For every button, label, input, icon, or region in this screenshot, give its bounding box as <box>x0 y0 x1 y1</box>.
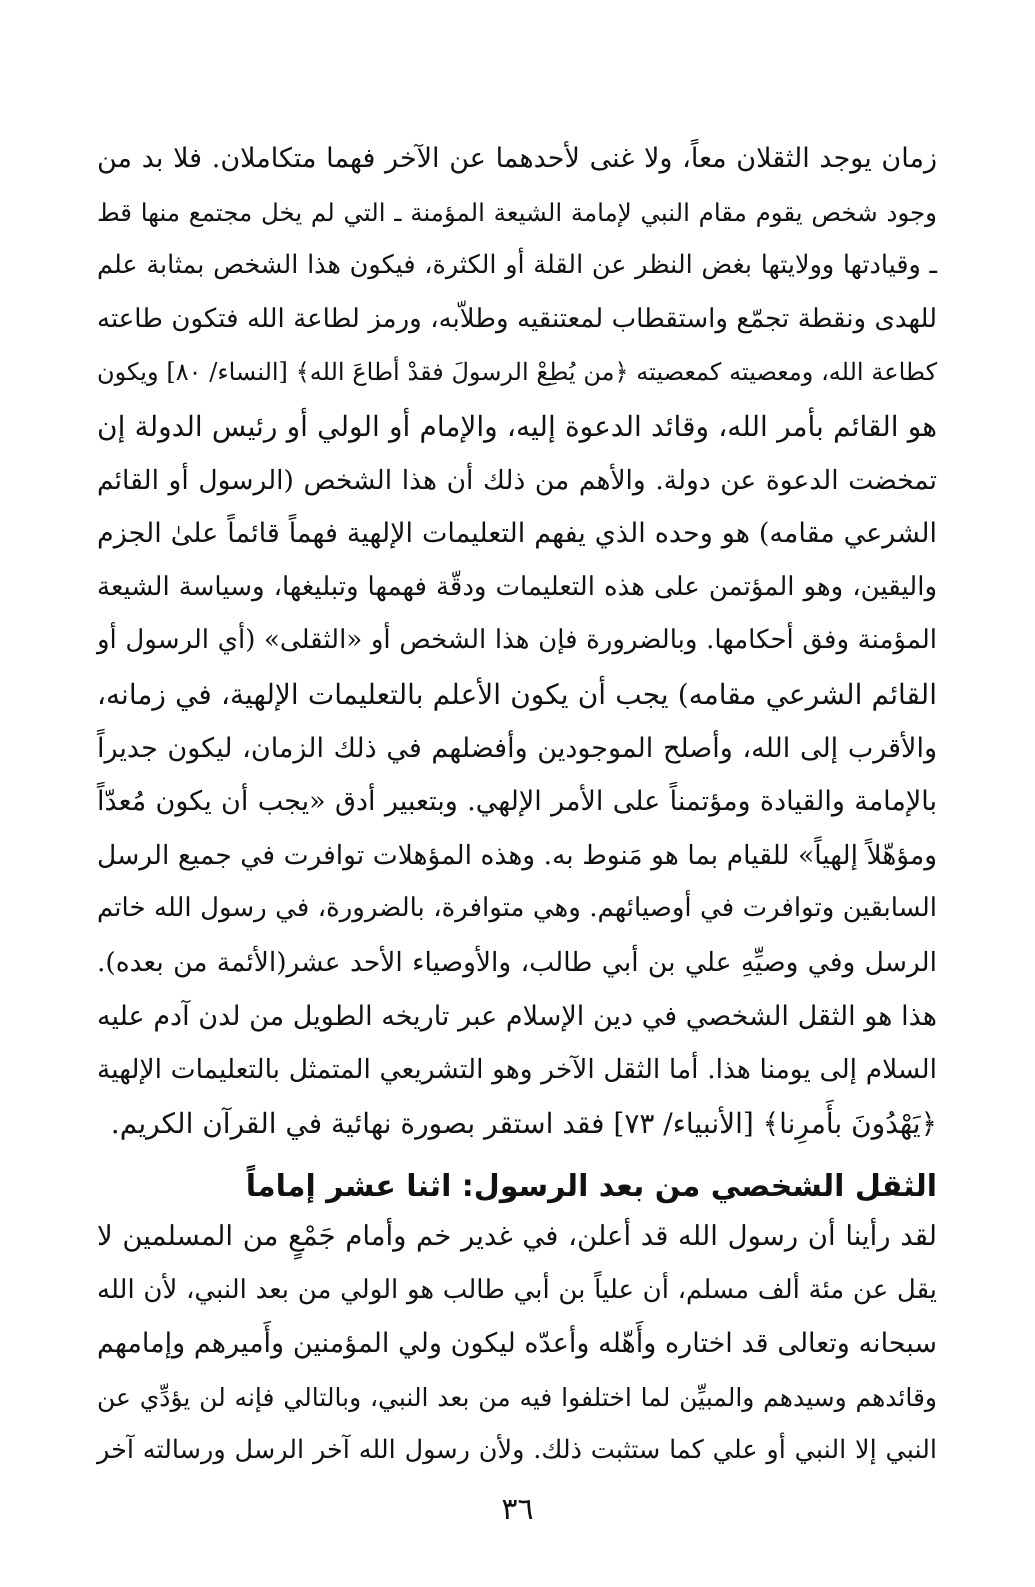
text-line: للهدى ونقطة تجمّع واستقطاب لمعتنقيه وطلاّبه، ورمز لطاعة الله فتكون طاعته <box>97 303 937 334</box>
page-number: ٣٦ <box>501 1492 534 1527</box>
text-line: يقل عن مئة ألف مسلم، أن علياً بن أبي طالب هو الولي من بعد النبي، لأن الله <box>97 1274 937 1305</box>
text-line: القائم الشرعي مقامه) يجب أن يكون الأعلم بالتعليمات الإلهية، في زمانه، <box>97 677 937 711</box>
paragraph-2 <box>97 1210 937 1478</box>
text-line: ومؤهّلاً إلهياً» للقيام بما هو مَنوط به. وهذه المؤهلات توافرت في جميع الرسل <box>97 839 937 871</box>
text-line: واليقين، وهو المؤتمن على هذه التعليمات ودقّة فهمها وتبليغها، وسياسة الشيعة <box>97 571 937 602</box>
text-line: كطاعة الله، ومعصيته كمعصيته ﴿من يُطِعْ الرسولَ فقدْ أطاعَ الله﴾ [النساء/ ٨٠] ويكون <box>97 358 937 387</box>
text-line: المؤمنة وفق أحكامها. وبالضرورة فإن هذا الشخص أو «الثقلى» (أي الرسول أو <box>97 625 937 656</box>
text-line: السلام إلى يومنا هذا. أما الثقل الآخر وهو التشريعي المتمثل بالتعليمات الإلهية <box>97 1054 937 1086</box>
text-line: هو القائم بأمر الله، وقائد الدعوة إليه، والإمام أو الولي أو رئيس الدولة إن <box>97 409 937 443</box>
text-line: هذا هو الثقل الشخصي في دين الإسلام عبر تاريخه الطويل من لدن آدم عليه <box>97 1000 937 1032</box>
text-line: والأقرب إلى الله، وأصلح الموجودين وأفضلهم في ذلك الزمان، ليكون جديراً <box>97 732 937 764</box>
text-line: تمخضت الدعوة عن دولة. والأهم من ذلك أن هذا الشخص (الرسول أو القائم <box>97 464 937 496</box>
text-line: زمان يوجد الثقلان معاً، ولا غنى لأحدهما عن الآخر فهما متكاملان. فلا بد من <box>97 143 937 174</box>
section-heading: الثقل الشخصي من بعد الرسول: اثنا عشر إماماً <box>245 1168 937 1204</box>
text-line: لقد رأينا أن رسول الله قد أعلن، في غدير خم وأمام جَمْعٍ من المسلمين لا <box>97 1220 937 1252</box>
text-line: سبحانه وتعالى قد اختاره وأَهّله وأعدّه ليكون ولي المؤمنين وأَميرهم وإمامهم <box>97 1328 937 1360</box>
text-line: الشرعي مقامه) هو وحده الذي يفهم التعليمات الإلهية فهماً قائماً علىٰ الجزم <box>97 518 937 550</box>
text-line: ﴿يَهْدُونَ بأَمرِنا﴾ [الأنبياء/ ٧٣] فقد استقر بصورة نهائية في القرآن الكريم. <box>110 1106 937 1140</box>
text-line: السابقين وتوافرت في أوصيائهم. وهي متوافرة، بالضرورة، في رسول الله خاتم <box>97 893 937 924</box>
text-line: وجود شخص يقوم مقام النبي لإمامة الشيعة المؤمنة ـ التي لم يخل مجتمع منها قط <box>97 197 937 227</box>
paragraph-1 <box>97 132 937 1150</box>
text-line: ـ وقيادتها وولايتها بغض النظر عن القلة أو الكثرة، فيكون هذا الشخص بمثابة علم <box>97 250 937 281</box>
text-line: الرسل وفي وصيِّهِ علي بن أبي طالب، والأوصياء الأحد عشر(الأئمة من بعده). <box>97 946 937 978</box>
text-line: بالإمامة والقيادة ومؤتمناً على الأمر الإلهي. وبتعبير أدق «يجب أن يكون مُعدّاً <box>97 786 937 818</box>
text-line: وقائدهم وسيدهم والمبيِّن لما اختلفوا فيه من بعد النبي، وبالتالي فإنه لن يؤدِّي عن <box>97 1382 937 1412</box>
text-line: النبي إلا النبي أو علي كما ستثبت ذلك. ولأن رسول الله آخر الرسل ورسالته آخر <box>97 1435 937 1466</box>
